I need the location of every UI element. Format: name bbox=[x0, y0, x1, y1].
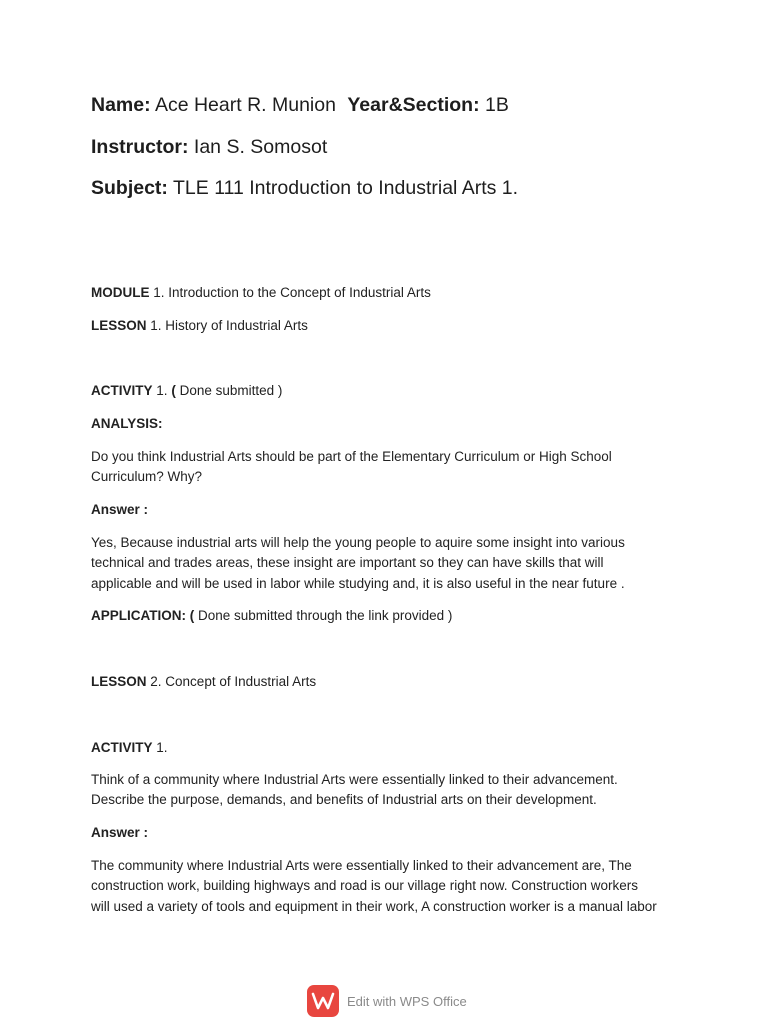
lesson1-line bbox=[91, 316, 691, 336]
lesson2-answer-line-2: construction work, building highways and road is our village right now. Construction workers bbox=[91, 878, 639, 894]
application-line bbox=[91, 606, 691, 626]
application-label: APPLICATION: ( bbox=[91, 608, 195, 623]
lesson2-question-line-2: Describe the purpose, demands, and benefits of Industrial arts on their development. bbox=[91, 792, 597, 808]
lesson2-question-line-1: Think of a community where Industrial Arts were essentially linked to their advancement. bbox=[91, 772, 618, 787]
wps-watermark-text: Edit with WPS Office bbox=[347, 993, 467, 1009]
lesson1-label: LESSON bbox=[91, 318, 147, 333]
analysis-question-line-1: Do you think Industrial Arts should be part of the Elementary Curriculum or High School bbox=[91, 449, 612, 464]
name-value: Ace Heart R. Munion bbox=[154, 94, 336, 116]
lesson1-activity-line bbox=[91, 381, 691, 401]
lesson2-activity-value: 1. bbox=[156, 740, 168, 755]
name-line bbox=[91, 94, 509, 117]
application-note: Done submitted through the link provided ) bbox=[198, 608, 453, 623]
year-section-value: 1B bbox=[485, 94, 509, 116]
lesson1-activity-value: 1. bbox=[156, 383, 168, 398]
lesson2-answer-line-3: will used a variety of tools and equipment in their work, A construction worker is a manual labor bbox=[91, 898, 657, 914]
lesson1-answer-label: Answer : bbox=[91, 502, 149, 517]
lesson1-activity-note: Done submitted ) bbox=[179, 383, 283, 398]
wps-office-logo-icon bbox=[307, 985, 339, 1017]
lesson2-value: 2. Concept of Industrial Arts bbox=[150, 674, 317, 689]
year-section-label: Year&Section: bbox=[347, 94, 480, 116]
module-line bbox=[91, 283, 691, 303]
analysis-label: ANALYSIS: bbox=[91, 416, 163, 431]
subject-label: Subject: bbox=[91, 177, 168, 199]
subject-value: TLE 111 Introduction to Industrial Arts 1. bbox=[173, 177, 519, 199]
lesson1-activity-paren: ( bbox=[171, 383, 176, 398]
lesson1-answer-text bbox=[91, 533, 691, 594]
instructor-line bbox=[91, 136, 327, 159]
lesson2-answer-line-1: The community where Industrial Arts were essentially linked to their advancement are, The bbox=[91, 858, 632, 873]
wps-watermark bbox=[307, 984, 467, 1018]
lesson1-answer-line-2: technical and trades areas, these insight are important so they can have skills that will bbox=[91, 555, 604, 571]
lesson2-answer-text bbox=[91, 856, 691, 917]
analysis-line bbox=[91, 414, 691, 434]
lesson2-answer-label: Answer : bbox=[91, 825, 149, 840]
analysis-question-line-2: Curriculum? Why? bbox=[91, 469, 203, 485]
lesson1-value: 1. History of Industrial Arts bbox=[150, 318, 308, 333]
analysis-question bbox=[91, 447, 691, 488]
subject-line bbox=[91, 177, 518, 200]
instructor-value: Ian S. Somosot bbox=[193, 136, 328, 158]
lesson1-answer-line bbox=[91, 500, 691, 520]
lesson1-answer-line-1: Yes, Because industrial arts will help the young people to aquire some insight into various bbox=[91, 535, 625, 550]
lesson2-activity-label: ACTIVITY bbox=[91, 740, 153, 755]
instructor-label: Instructor: bbox=[91, 136, 189, 158]
module-value: 1. Introduction to the Concept of Industrial Arts bbox=[153, 285, 431, 300]
lesson2-line bbox=[91, 672, 691, 692]
name-label: Name: bbox=[91, 94, 151, 116]
lesson2-activity-line bbox=[91, 738, 691, 758]
module-label: MODULE bbox=[91, 285, 150, 300]
lesson2-answer-line bbox=[91, 823, 691, 843]
lesson1-answer-line-3: applicable and will be used in labor while studying and, it is also useful in the near future . bbox=[91, 575, 625, 591]
lesson2-label: LESSON bbox=[91, 674, 147, 689]
lesson1-activity-label: ACTIVITY bbox=[91, 383, 153, 398]
lesson2-question bbox=[91, 770, 691, 811]
